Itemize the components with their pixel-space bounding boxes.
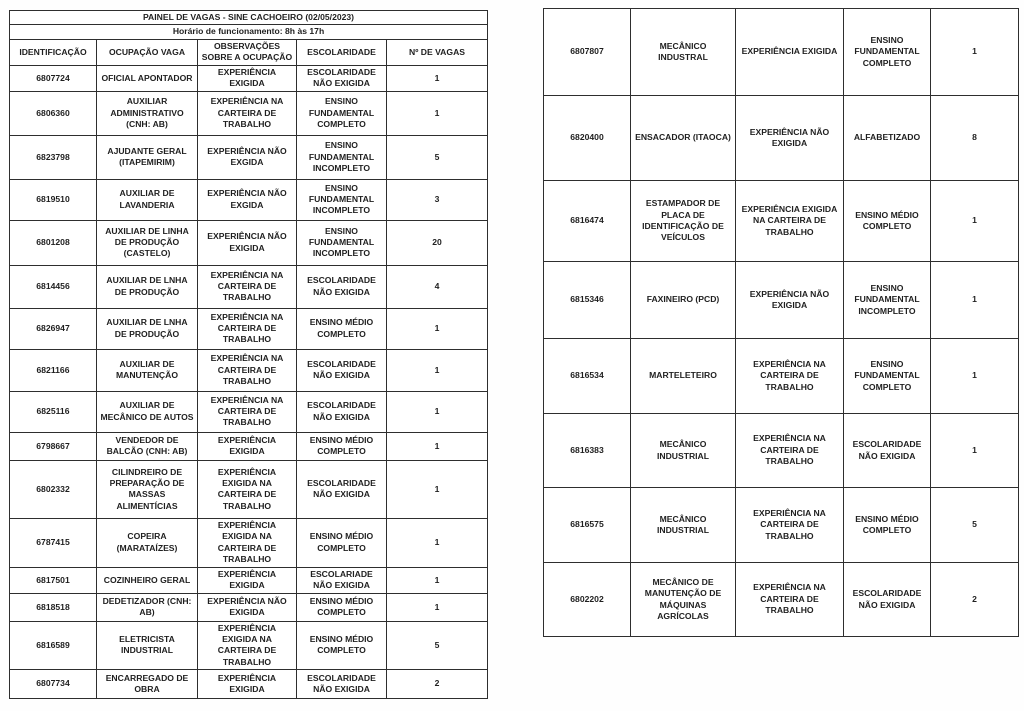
cell-identification: 6816534 [544,339,631,414]
cell-identification: 6816575 [544,488,631,563]
cell-education: ENSINO FUNDAMENTAL INCOMPLETO [844,262,931,339]
cell-identification: 6802202 [544,563,631,637]
cell-education: ESCOLARIDADE NÃO EXIGIDA [297,65,387,91]
cell-education: ENSINO MÉDIO COMPLETO [297,593,387,621]
table-row [10,308,488,349]
table-row [10,220,488,265]
cell-occupation: AUXILIAR DE LNHA DE PRODUÇÃO [97,308,198,349]
cell-occupation: MECÂNICO INDUSTRIAL [631,414,736,488]
cell-identification: 6825116 [10,391,97,432]
table-row [10,179,488,220]
cell-observations: EXPERIÊNCIA EXIGIDA NA CARTEIRA DE TRABALHO [198,460,297,518]
cell-vacancies: 5 [387,135,488,179]
col-header-observations: OBSERVAÇÕES SOBRE A OCUPAÇÃO [198,39,297,65]
cell-vacancies: 1 [387,432,488,460]
panel-title-row [10,11,488,25]
cell-identification: 6801208 [10,220,97,265]
cell-education: ESCOLARIDADE NÃO EXIGIDA [844,563,931,637]
cell-education: ESCOLARIDADE NÃO EXIGIDA [297,460,387,518]
table-row [10,518,488,567]
cell-observations: EXPERIÊNCIA EXIGIDA [198,432,297,460]
table-row [10,567,488,593]
col-header-occupation: OCUPAÇÃO VAGA [97,39,198,65]
cell-observations: EXPERIÊNCIA NÃO EXGIDA [198,135,297,179]
cell-education: ENSINO MÉDIO COMPLETO [297,432,387,460]
cell-occupation: MECÂNICO INDUSTRIAL [631,488,736,563]
cell-observations: EXPERIÊNCIA NA CARTEIRA DE TRABALHO [198,391,297,432]
cell-occupation: AUXILIAR DE LAVANDERIA [97,179,198,220]
cell-occupation: OFICIAL APONTADOR [97,65,198,91]
col-header-vacancies: Nº DE VAGAS [387,39,488,65]
cell-education: ESCOLARIDADE NÃO EXIGIDA [297,349,387,391]
table-row [544,488,1019,563]
cell-education: ENSINO MÉDIO COMPLETO [297,308,387,349]
right-vacancy-table [543,8,1019,637]
left-vacancy-table [9,10,488,699]
cell-vacancies: 1 [387,65,488,91]
cell-education: ESCOLARIDADE NÃO EXIGIDA [297,265,387,308]
table-row [544,414,1019,488]
cell-identification: 6820400 [544,96,631,181]
cell-occupation: ENCARREGADO DE OBRA [97,670,198,699]
cell-vacancies: 20 [387,220,488,265]
cell-occupation: AUXILIAR DE MANUTENÇÃO [97,349,198,391]
cell-vacancies: 8 [931,96,1019,181]
cell-vacancies: 1 [931,339,1019,414]
cell-vacancies: 1 [387,308,488,349]
cell-observations: EXPERIÊNCIA NÃO EXIGIDA [736,96,844,181]
cell-vacancies: 1 [387,593,488,621]
opening-hours: Horário de funcionamento: 8h às 17h [10,25,488,39]
cell-vacancies: 1 [387,391,488,432]
cell-observations: EXPERIÊNCIA NA CARTEIRA DE TRABALHO [736,488,844,563]
cell-observations: EXPERIÊNCIA NA CARTEIRA DE TRABALHO [736,339,844,414]
cell-education: ENSINO MÉDIO COMPLETO [844,181,931,262]
cell-identification: 6816383 [544,414,631,488]
cell-education: ESCOLARIADE NÃO EXIGIDA [297,567,387,593]
table-row [10,135,488,179]
cell-vacancies: 3 [387,179,488,220]
cell-vacancies: 4 [387,265,488,308]
table-row [544,9,1019,96]
table-row [544,96,1019,181]
table-row [544,563,1019,637]
cell-vacancies: 2 [387,670,488,699]
cell-occupation: MECÂNICO DE MANUTENÇÃO DE MÁQUINAS AGRÍCOLAS [631,563,736,637]
cell-observations: EXPERIÊNCIA NÃO EXGIDA [198,179,297,220]
cell-observations: EXPERIÊNCIA NA CARTEIRA DE TRABALHO [198,308,297,349]
cell-occupation: CILINDREIRO DE PREPARAÇÃO DE MASSAS ALIMENTÍCIAS [97,460,198,518]
table-row [10,349,488,391]
cell-occupation: AUXILIAR DE LNHA DE PRODUÇÃO [97,265,198,308]
table-row [10,593,488,621]
cell-identification: 6821166 [10,349,97,391]
cell-identification: 6807724 [10,65,97,91]
cell-identification: 6817501 [10,567,97,593]
col-header-identification: IDENTIFICAÇÃO [10,39,97,65]
table-row [10,265,488,308]
cell-observations: EXPERIÊNCIA NA CARTEIRA DE TRABALHO [198,265,297,308]
cell-occupation: ESTAMPADOR DE PLACA DE IDENTIFICAÇÃO DE VEÍCULOS [631,181,736,262]
cell-education: ENSINO FUNDAMENTAL INCOMPLETO [297,179,387,220]
cell-vacancies: 1 [387,518,488,567]
cell-education: ENSINO MÉDIO COMPLETO [297,518,387,567]
cell-education: ENSINO FUNDAMENTAL COMPLETO [844,339,931,414]
cell-education: ENSINO FUNDAMENTAL INCOMPLETO [297,220,387,265]
cell-occupation: MECÂNICO INDUSTRAL [631,9,736,96]
cell-observations: EXPERIÊNCIA EXIGIDA [198,670,297,699]
cell-identification: 6807734 [10,670,97,699]
table-row [544,339,1019,414]
cell-occupation: AUXILIAR DE LINHA DE PRODUÇÃO (CASTELO) [97,220,198,265]
cell-vacancies: 2 [931,563,1019,637]
table-row [544,181,1019,262]
cell-occupation: COPEIRA (MARATAÍZES) [97,518,198,567]
cell-identification: 6798667 [10,432,97,460]
table-row [10,65,488,91]
cell-observations: EXPERIÊNCIA NÃO EXIGIDA [736,262,844,339]
cell-observations: EXPERIÊNCIA NA CARTEIRA DE TRABALHO [198,349,297,391]
cell-vacancies: 1 [931,181,1019,262]
opening-hours-row [10,25,488,39]
cell-occupation: AJUDANTE GERAL (ITAPEMIRIM) [97,135,198,179]
cell-occupation: DEDETIZADOR (CNH: AB) [97,593,198,621]
table-row [10,432,488,460]
cell-education: ENSINO FUNDAMENTAL INCOMPLETO [297,135,387,179]
cell-identification: 6806360 [10,91,97,135]
cell-vacancies: 1 [931,414,1019,488]
cell-education: ALFABETIZADO [844,96,931,181]
table-row [10,91,488,135]
cell-observations: EXPERIÊNCIA NA CARTEIRA DE TRABALHO [198,91,297,135]
cell-identification: 6807807 [544,9,631,96]
cell-vacancies: 1 [387,349,488,391]
header-row [10,39,488,65]
cell-education: ENSINO FUNDAMENTAL COMPLETO [844,9,931,96]
cell-identification: 6787415 [10,518,97,567]
cell-identification: 6816589 [10,621,97,669]
panel-title: PAINEL DE VAGAS - SINE CACHOEIRO (02/05/2023) [10,11,488,25]
cell-occupation: COZINHEIRO GERAL [97,567,198,593]
cell-identification: 6819510 [10,179,97,220]
cell-occupation: AUXILIAR DE MECÂNICO DE AUTOS [97,391,198,432]
cell-identification: 6815346 [544,262,631,339]
cell-occupation: VENDEDOR DE BALCÃO (CNH: AB) [97,432,198,460]
table-row [10,391,488,432]
cell-occupation: MARTELETEIRO [631,339,736,414]
cell-identification: 6818518 [10,593,97,621]
cell-occupation: ELETRICISTA INDUSTRIAL [97,621,198,669]
cell-observations: EXPERIÊNCIA EXIGIDA NA CARTEIRA DE TRABALHO [198,518,297,567]
cell-education: ENSINO MÉDIO COMPLETO [844,488,931,563]
cell-education: ENSINO MÉDIO COMPLETO [297,621,387,669]
cell-observations: EXPERIÊNCIA EXIGIDA NA CARTEIRA DE TRABALHO [736,181,844,262]
cell-vacancies: 1 [931,9,1019,96]
col-header-education: ESCOLARIDADE [297,39,387,65]
cell-education: ENSINO FUNDAMENTAL COMPLETO [297,91,387,135]
table-row [544,262,1019,339]
cell-vacancies: 5 [387,621,488,669]
cell-observations: EXPERIÊNCIA EXIGIDA [198,567,297,593]
cell-observations: EXPERIÊNCIA NA CARTEIRA DE TRABALHO [736,414,844,488]
cell-occupation: ENSACADOR (ITAOCA) [631,96,736,181]
cell-occupation: FAXINEIRO (PCD) [631,262,736,339]
cell-education: ESCOLARIDADE NÃO EXIGIDA [297,670,387,699]
cell-observations: EXPERIÊNCIA EXIGIDA NA CARTEIRA DE TRABALHO [198,621,297,669]
cell-vacancies: 1 [387,567,488,593]
table-row [10,460,488,518]
cell-observations: EXPERIÊNCIA NÃO EXIGIDA [198,220,297,265]
cell-identification: 6826947 [10,308,97,349]
cell-education: ESCOLARIDADE NÃO EXIGIDA [297,391,387,432]
table-row [10,670,488,699]
cell-identification: 6814456 [10,265,97,308]
cell-observations: EXPERIÊNCIA NA CARTEIRA DE TRABALHO [736,563,844,637]
cell-identification: 6802332 [10,460,97,518]
cell-identification: 6816474 [544,181,631,262]
cell-vacancies: 1 [387,460,488,518]
cell-occupation: AUXILIAR ADMINISTRATIVO (CNH: AB) [97,91,198,135]
cell-vacancies: 1 [931,262,1019,339]
cell-observations: EXPERIÊNCIA NÃO EXIGIDA [198,593,297,621]
cell-vacancies: 1 [387,91,488,135]
cell-education: ESCOLARIDADE NÃO EXIGIDA [844,414,931,488]
table-row [10,621,488,669]
cell-vacancies: 5 [931,488,1019,563]
cell-identification: 6823798 [10,135,97,179]
cell-observations: EXPERIÊNCIA EXIGIDA [198,65,297,91]
cell-observations: EXPERIÊNCIA EXIGIDA [736,9,844,96]
